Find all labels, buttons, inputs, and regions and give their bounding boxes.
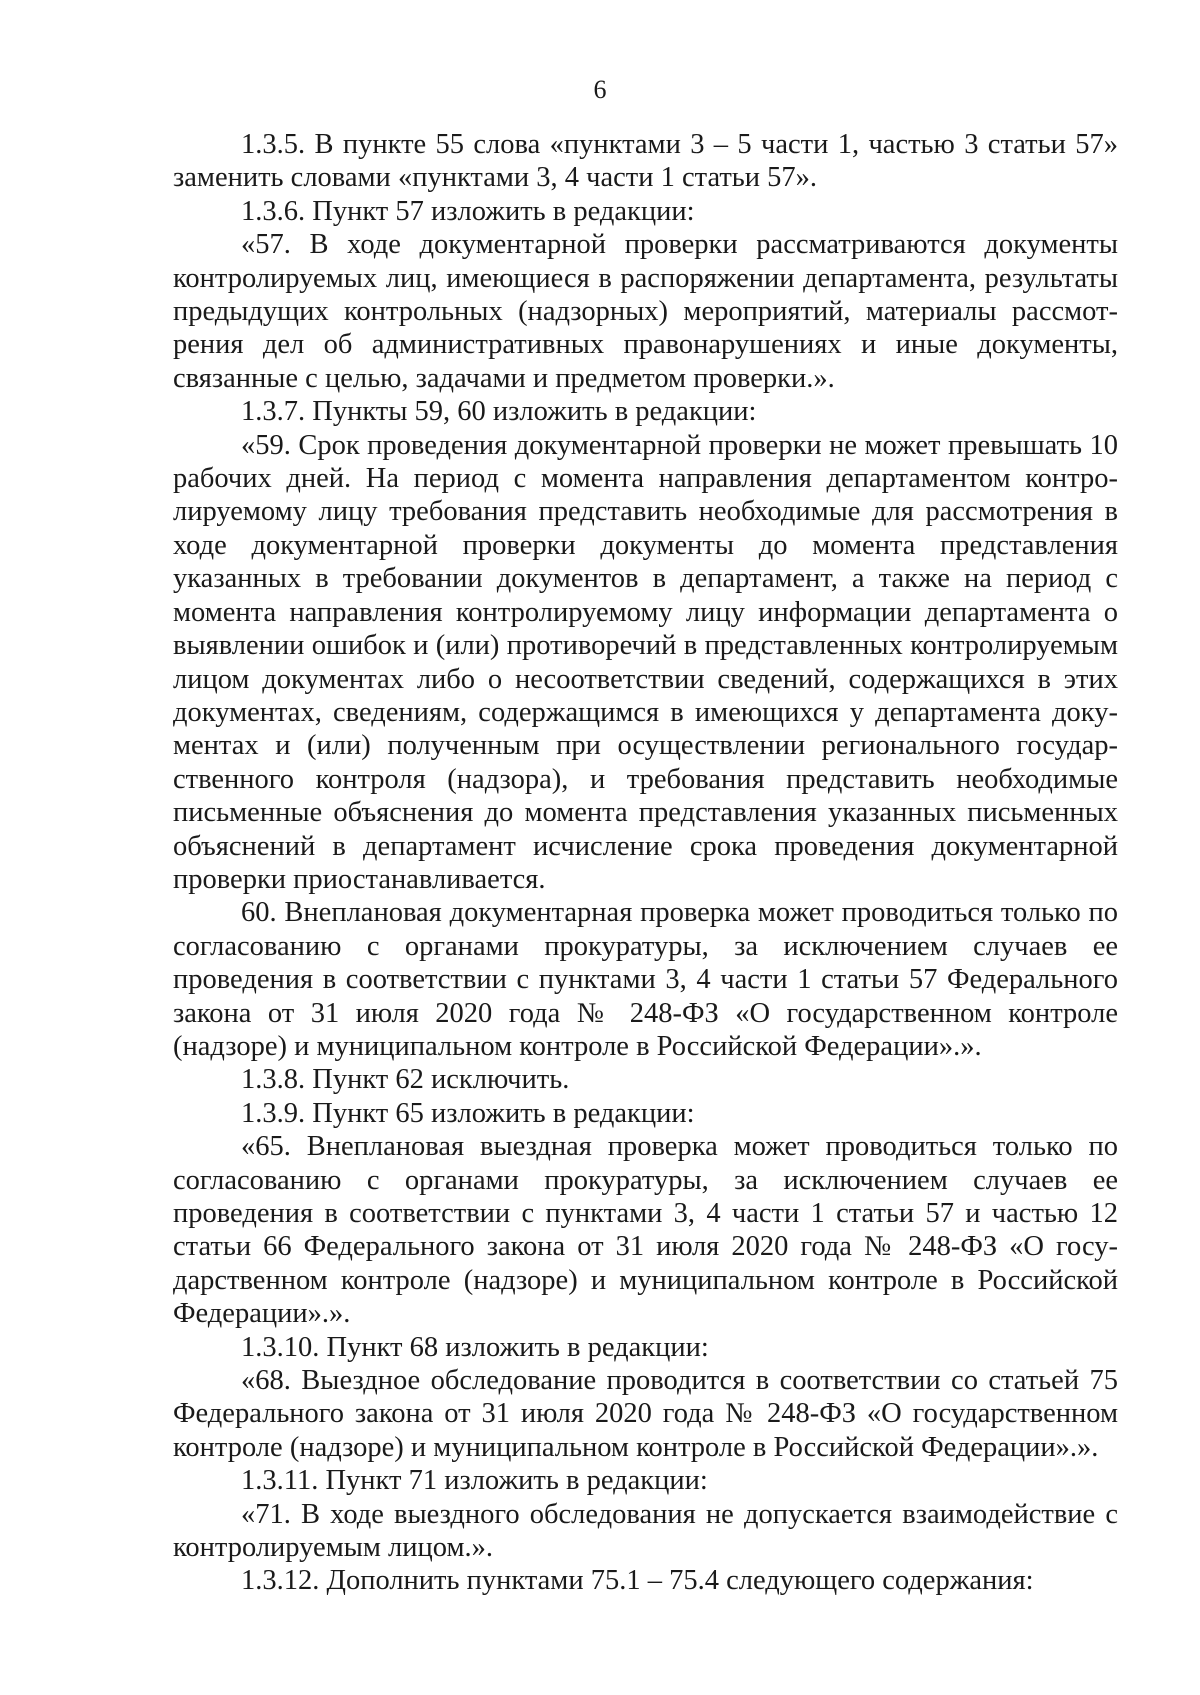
paragraph: 1.3.9. Пункт 65 изложить в редакции: [241,1097,695,1129]
paragraph: «68. Выездное обследование проводится в соответствии со статьей 75 Федерального закона от 31 июля 2020 года № 248-ФЗ «О государственном контроле (надзоре) и муниципальном контроле в Российской Федерации».». [173,1365,1118,1463]
paragraph: «71. В ходе выездного обследования не допускается взаимодействие с контролируемым лицом.». [173,1498,1118,1564]
paragraph: 1.3.7. Пункты 59, 60 изложить в редакции: [241,396,757,428]
document-body [173,128,1118,1598]
paragraph: 1.3.8. Пункт 62 исключить. [241,1064,570,1096]
paragraph: «59. Срок проведения документарной проверки не может превышать 10 рабочих дней. На период с момента направления департаментом контролируемому лицу требования представить необходимые для рассмотрения в ходе документарной проверки документы до момента представления указанных в требовании документов в департамент, а также на период с момента направления контролируемому лицу информации департамента о выявлении ошибок и (или) противоречий в представленных контролируемым лицом документах либо о несоответствии сведений, содержащихся в этих документах, сведениям, содержащимся в имеющихся у департамента документах и (или) полученным при осуществлении регионального государственного контроля (надзора), и требования представить необходимые письменные объяснения до момента представления указанных письменных объяснений в департамент исчисление срока проведения документарной проверки приостанавливается. [173,429,1118,895]
paragraph: 1.3.5. В пункте 55 слова «пунктами 3 – 5 части 1, частью 3 статьи 57» заменить словами «пунктами 3, 4 части 1 статьи 57». [173,129,1118,194]
paragraph: 1.3.10. Пункт 68 изложить в редакции: [241,1331,709,1363]
paragraph: «65. Внеплановая выездная проверка может проводиться только по согласованию с органами прокуратуры, за исключением случаев ее проведения в соответствии с пунктами 3, 4 части 1 статьи 57 и частью 12 статьи 66 Федерального закона от 31 июля 2020 года № 248-ФЗ «О государственном контроле (надзоре) и муниципальном контроле в Российской Федерации».». [173,1131,1118,1330]
paragraph: «57. В ходе документарной проверки рассматриваются документы контролируемых лиц, имеющиеся в распоряжении департамента, результаты предыдущих контрольных (надзорных) мероприятий, материалы рассмотрения дел об административных правонарушениях и иные документы, связанные с целью, задачами и предметом проверки.». [173,229,1118,394]
paragraph: 1.3.11. Пункт 71 изложить в редакции: [241,1465,708,1497]
page-number: 6 [593,75,607,104]
paragraph: 1.3.6. Пункт 57 изложить в редакции: [241,195,695,227]
paragraph: 1.3.12. Дополнить пунктами 75.1 – 75.4 следующего содержания: [241,1565,1034,1597]
paragraph: 60. Внеплановая документарная проверка может проводиться только по согласованию с органами прокуратуры, за исключением случаев ее проведения в соответствии с пунктами 3, 4 части 1 статьи 57 Федерального закона от 31 июля 2020 года № 248-ФЗ «О государственном контроле (надзоре) и муниципальном контроле в Российской Федерации».». [173,897,1118,1062]
